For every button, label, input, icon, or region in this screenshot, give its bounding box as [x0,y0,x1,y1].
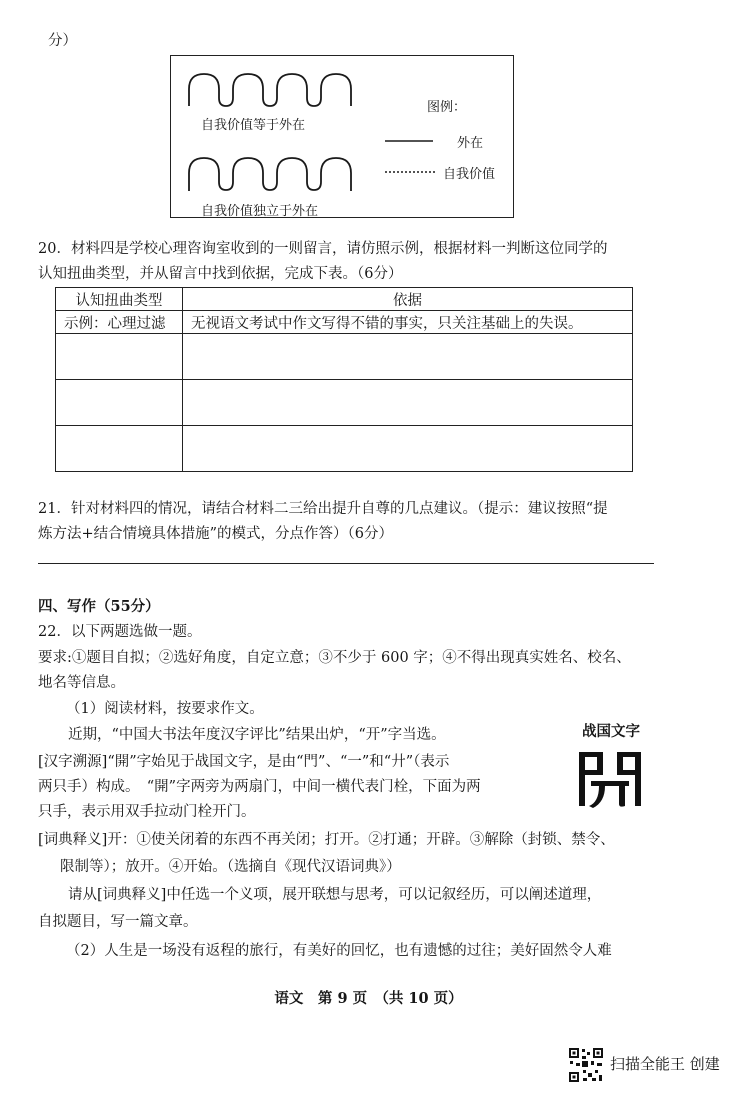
answer-type-cell[interactable] [56,426,183,472]
qr-code-icon [568,1047,604,1083]
answer-basis-cell[interactable] [183,380,633,426]
q21-line1: 21．针对材料四的情况，请结合材料二三给出提升自尊的几点建议。（提示：建议按照“提 [38,501,608,517]
page-footer: 语文 第 9 页 （共 10 页） [274,990,463,1007]
self-worth-figure [170,55,514,218]
table-row-answer-3 [56,426,633,472]
q20-line1: 20．材料四是学校心理咨询室收到的一则留言，请仿照示例，根据材料一判断这位同学的 [38,241,608,257]
q20-table [55,287,633,472]
q20-line2: 认知扭曲类型，并从留言中找到依据，完成下表。（6分） [38,266,403,282]
continued-fragment: 分） [48,33,77,49]
example-basis: 无视语文考试中作文写得不错的事实，只关注基础上的失误。 [183,311,633,334]
legend-title: 图例： [427,100,467,115]
table-row-answer-2 [56,380,633,426]
legend-dotted-label: 自我价值 [443,167,496,182]
glyph-caption: 战国文字 [582,724,640,740]
answer-basis-cell[interactable] [183,334,633,380]
q22-intro: 22．以下两题选做一题。 [38,624,202,640]
legend-solid-label: 外在 [457,136,484,151]
prompt1-title: （1）阅读材料，按要求作文。 [66,701,264,717]
prompt1-line7: 请从[词典释义]中任选一个义项，展开联想与思考，可以记叙经历，可以阐述道理， [68,887,602,903]
answer-basis-cell[interactable] [183,426,633,472]
q21-line2: 炼方法+结合情境具体措施”的模式，分点作答）（6分） [38,526,394,542]
figure-label-top: 自我价值等于外在 [201,118,306,133]
table-row-answer-1 [56,334,633,380]
section-title: 四、写作（55分） [38,598,160,615]
requirements-line2: 地名等信息。 [38,675,125,691]
answer-type-cell[interactable] [56,380,183,426]
prompt1-line4: 只手，表示用双手拉动门栓开门。 [38,804,256,820]
prompt1-line3: 两只手）构成。 “開”字两旁为两扇门，中间一横代表门栓，下面为两 [38,779,481,795]
table-header-row [56,288,633,311]
prompt1-line6: 限制等）；放开。④开始。（选摘自《现代汉语词典》） [60,859,401,875]
requirements-line1: 要求:①题目自拟；②选好角度，自定立意；③不少于 600 字；④不得出现真实姓名、校名、 [38,650,631,666]
header-basis: 依据 [183,288,633,311]
wave-top [189,74,351,106]
wave-bottom [189,158,351,191]
header-type: 认知扭曲类型 [56,288,183,311]
prompt1-line1: 近期，“中国大书法年度汉字评比”结果出炉，“开”字当选。 [68,727,446,743]
example-type: 示例：心理过滤 [56,311,183,334]
prompt1-line8: 自拟题目，写一篇文章。 [38,914,198,930]
answer-line [38,563,654,564]
answer-type-cell[interactable] [56,334,183,380]
table-row-example [56,311,633,334]
prompt2-line1: （2）人生是一场没有返程的旅行，有美好的回忆，也有遗憾的过往；美好固然令人难 [66,943,612,959]
prompt1-line2: [汉字溯源]“開”字始见于战国文字，是由“門”、“一”和“廾”（表示 [38,754,450,770]
figure-label-bottom: 自我价值独立于外在 [201,204,319,219]
scanner-watermark: 扫描全能王 创建 [610,1055,720,1073]
prompt1-line5: [词典释义]开：①使关闭着的东西不再关闭；打开。②打通；开辟。③解除（封锁、禁令、 [38,832,615,848]
warring-states-kai-glyph-image [575,748,645,810]
